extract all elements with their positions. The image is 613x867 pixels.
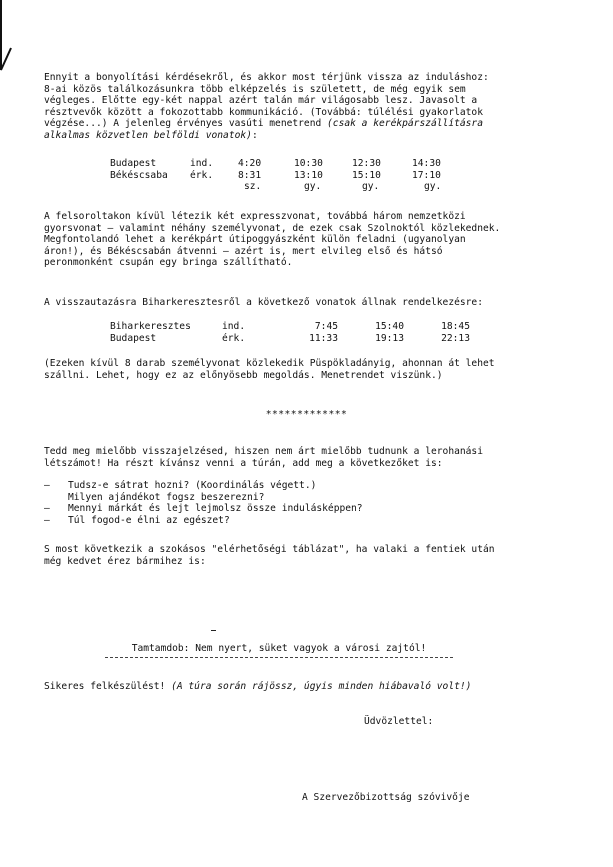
- time: 10:30: [294, 158, 323, 169]
- express-paragraph: [44, 211, 589, 269]
- greeting: Üdvözlettel:: [364, 716, 434, 727]
- intro-line: [44, 118, 589, 130]
- time: 12:30: [352, 158, 381, 169]
- timetable-note-italic: alkalmas közvetlen belföldi vonatok): [44, 129, 252, 141]
- list-item: [44, 492, 363, 504]
- timetable-row: [110, 158, 441, 170]
- intro-paragraph: [44, 72, 589, 142]
- intro-line-text: végzése...) A jelenleg érvényes vasúti menetrend: [44, 118, 328, 130]
- closing-line: [44, 681, 471, 693]
- station: Budapest: [110, 158, 157, 169]
- express-line: áron!), és Békéscsabán átvenni – azért is, mert elvileg első és hátsó: [44, 245, 443, 257]
- contact-paragraph: [44, 544, 589, 567]
- time: 13:10: [294, 169, 323, 181]
- intro-line: végleges. Előtte egy-két nappal azért talán már világosabb lesz. Javasolt a: [44, 95, 478, 107]
- intro-line: Ennyit a bonyolítási kérdésekről, és akkor most térjünk vissza az induláshoz:: [44, 72, 489, 83]
- signature: A Szervezőbizottság szóvivője: [302, 792, 470, 803]
- timetable-row: [110, 333, 470, 345]
- intro-line: 8-ai közös találkozásunkra több elképzelés is született, de még egyik sem: [44, 83, 466, 95]
- time: 19:13: [375, 332, 404, 344]
- extra-trains-paragraph: [44, 358, 589, 381]
- return-timetable: [110, 321, 470, 344]
- closing-italic: (A túra során rájössz, úgyis minden hiábavaló volt!): [171, 681, 472, 692]
- station: Biharkeresztes: [110, 321, 191, 332]
- extra-line: szállni. Lehet, hogy ez az előnyösebb megoldás. Menetrendet viszünk.): [44, 369, 443, 381]
- station: Békéscsaba: [110, 169, 168, 181]
- direction: érk.: [190, 169, 214, 181]
- intro-line: [44, 130, 589, 142]
- express-line: peronmonként csupán egy bringa szállítható.: [44, 257, 293, 269]
- dash-bullet: —: [44, 480, 50, 491]
- time: 15:10: [352, 169, 381, 181]
- list-item: [44, 503, 363, 515]
- timetable-row: [110, 170, 441, 182]
- outbound-timetable: [110, 158, 441, 193]
- closing-text: Sikeres felkészülést!: [44, 681, 172, 692]
- time: 18:45: [441, 321, 470, 332]
- list-item: [44, 480, 363, 492]
- train-type: gy.: [424, 181, 442, 193]
- train-type: gy.: [304, 181, 322, 193]
- time: 11:33: [309, 332, 338, 344]
- extra-line: (Ezeken kívül 8 darab személyvonat közlekedik Püspökladányig, ahonnan át lehet: [44, 358, 495, 369]
- time: 7:45: [314, 321, 338, 332]
- feedback-line: létszámot! Ha részt kívánsz venni a túrán, add meg a következőket is:: [44, 457, 443, 469]
- time: 17:10: [412, 169, 441, 181]
- question-text: Tudsz-e sátrat hozni? (Koordinálás végett.): [68, 480, 317, 491]
- direction: ind.: [190, 158, 214, 169]
- feedback-line: Tedd meg mielőbb visszajelzésed, hiszen nem árt mielőbb tudnunk a lerohanási: [44, 446, 483, 457]
- list-item: [44, 515, 363, 527]
- direction: ind.: [222, 321, 246, 332]
- question-list: [44, 480, 363, 526]
- question-text: Milyen ajándékot fogsz beszerezni?: [68, 491, 265, 503]
- tamtam-line: Tamtamdob: Nem nyert, süket vagyok a városi zajtól!: [105, 643, 453, 658]
- scan-edge-mark: [0, 0, 14, 92]
- intro-line: résztvevők között a fokozottabb kommunikáció. (Továbbá: túlélési gyakorlatok: [44, 106, 483, 118]
- section-separator: *************: [265, 409, 348, 420]
- express-line: gyorsvonat – valamint néhány személyvonat, de ezek csak Szolnoktól közlekednek.: [44, 222, 501, 234]
- dash-bullet: —: [44, 514, 50, 526]
- return-line: A visszautazásra Biharkeresztesről a következő vonatok állnak rendelkezésre:: [44, 297, 483, 308]
- time: 14:30: [412, 158, 441, 169]
- contact-line: még kedvet érez bármihez is:: [44, 555, 206, 567]
- contact-line: S most következik a szokásos "elérhetőségi táblázat", ha valaki a fentiek után: [44, 544, 495, 555]
- time: 22:13: [441, 332, 470, 344]
- timetable-row: [110, 181, 441, 193]
- intro-colon: :: [251, 129, 258, 141]
- time: 15:40: [375, 321, 404, 332]
- feedback-paragraph: [44, 446, 589, 469]
- train-type: gy.: [362, 181, 380, 193]
- stray-mark: [211, 630, 216, 631]
- return-paragraph: [44, 297, 589, 309]
- station: [110, 181, 190, 193]
- direction: [190, 181, 238, 193]
- dash-bullet: —: [44, 503, 50, 515]
- time: 4:20: [238, 158, 262, 169]
- question-text: Mennyi márkát és lejt lejmolsz össze indulásképpen?: [68, 503, 363, 515]
- question-text: Túl fogod-e élni az egészet?: [68, 514, 230, 526]
- timetable-row: [110, 321, 470, 333]
- timetable-note-italic: (csak a kerékpárszállításra: [327, 118, 483, 130]
- time: 8:31: [238, 169, 262, 181]
- express-line: Megfontolandó lehet a kerékpárt útipoggyászként külön feladni (ugyanolyan: [44, 234, 466, 246]
- direction: érk.: [222, 332, 246, 344]
- station: Budapest: [110, 332, 157, 344]
- train-type: sz.: [244, 181, 262, 193]
- express-line: A felsoroltakon kívül létezik két expresszvonat, továbbá három nemzetközi: [44, 211, 466, 222]
